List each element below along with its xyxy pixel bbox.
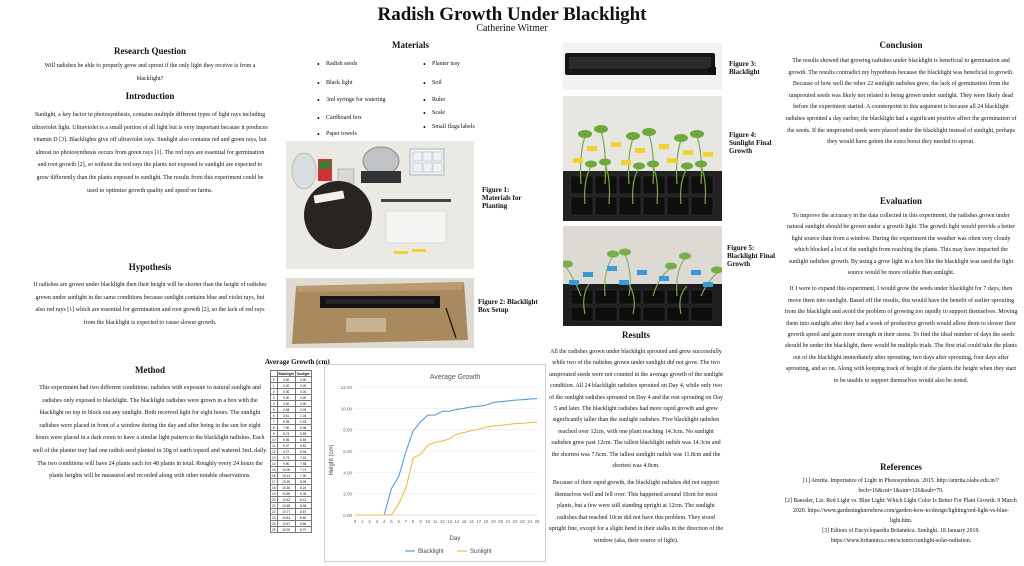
- table-cell: 0: [271, 377, 278, 383]
- table-cell: 14: [272, 461, 276, 466]
- table-cell: 10.81: [277, 515, 295, 521]
- table-cell: 8.66: [295, 521, 311, 527]
- table-cell: 5: [271, 407, 278, 413]
- chart-x-tick-label: 17: [476, 519, 482, 524]
- research-question-text: Will radishes be able to properly grow and sprout if the only light they receive is from a blacklight?: [44, 63, 256, 82]
- material-item: • Ruler: [432, 97, 445, 103]
- chart-x-tick-label: 19: [490, 519, 496, 524]
- chart-x-tick-label: 16: [469, 519, 474, 524]
- table-cell: 7: [271, 419, 278, 425]
- table-cell: 8.41: [295, 497, 311, 503]
- results-heading: Results: [621, 330, 650, 340]
- chart-title: Average Growth: [429, 374, 481, 381]
- figure-3-caption: Figure 3: Blacklight: [729, 60, 760, 76]
- material-item: • Soil: [432, 80, 442, 86]
- table-cell: 6: [271, 413, 278, 419]
- material-item: • Paper towels: [326, 131, 357, 137]
- table-cell: 8.48: [295, 503, 311, 509]
- table-cell: 9.37: [277, 443, 295, 449]
- chart-y-tick-label: 0.00: [343, 513, 352, 518]
- table-cell: 7.90: [277, 425, 295, 431]
- chart-x-tick-label: 5: [390, 519, 393, 524]
- table-cell: 6.54: [295, 437, 311, 443]
- table-cell: 10.00: [277, 467, 295, 473]
- table-header: Sunlight: [296, 371, 310, 376]
- table-cell: 8.35: [295, 491, 311, 497]
- material-item: • Scale: [432, 110, 445, 116]
- table-cell: 8.70: [295, 527, 311, 533]
- table-cell: 18: [272, 485, 276, 490]
- table-cell: 10.20: [277, 479, 295, 485]
- poster-title: Radish Growth Under Blacklight: [377, 4, 647, 25]
- chart-x-tick-label: 4: [382, 519, 386, 524]
- table-cell: 9: [271, 431, 278, 437]
- chart-x-tick-label: 0: [353, 519, 357, 524]
- table-cell: 0.00: [295, 389, 311, 395]
- material-item: • Planter tray: [432, 61, 460, 67]
- research-question-heading: Research Question: [113, 46, 187, 56]
- table-cell: 10.77: [277, 509, 295, 515]
- growth-chart-svg: [325, 365, 545, 561]
- table-cell: 17: [272, 479, 276, 484]
- chart-x-tick-label: 3: [375, 519, 379, 524]
- chart-x-tick-label: 7: [404, 519, 408, 524]
- blacklight-growth-photo: [563, 226, 722, 326]
- method-text: This experiment had two different conditions: radishes with exposure to natural sunlight and radishes only exposed to blacklight. The blacklight radishes were grown in a box with the blacklight on top to block out any sunlight. Both received light for eight hours. The sunlight radishes were placed in front of a window during the day and after being in the sun for eight hours were placed in a dark room to have a similar light pattern to the blacklight radishes. Each well of the planter tray had one radish seed planted in 30g of earth topsoil and watered 3mL daily. The two conditions will have 24 plants each for 48 plants in total. Roughly every 24 hours the plants heights will be measured and recorded along with other notable observations.: [32, 385, 268, 480]
- table-cell: 7.58: [295, 461, 311, 467]
- chart-x-tick-label: 6: [397, 519, 400, 524]
- material-item: • Cardboard box: [326, 115, 362, 121]
- chart-x-tick-label: 22: [512, 519, 518, 524]
- chart-x-tick-label: 14: [454, 519, 460, 524]
- chart-x-tick-label: 21: [505, 519, 511, 524]
- table-cell: 9.73: [277, 455, 295, 461]
- author-name: Catherine Witmer: [476, 23, 548, 34]
- introduction-heading: Introduction: [125, 91, 175, 101]
- chart-y-tick-label: 12.00: [340, 385, 352, 390]
- reference-item: [1] Amrita. Importance of Light in Photosynthesis. 2015. http://amrita.olabs.edu.in/?brch=16&cnt=1&sim=126&sub=79.: [803, 478, 999, 494]
- results-section: [548, 330, 724, 547]
- table-cell: 1.04: [295, 413, 311, 419]
- table-cell: 0.00: [277, 395, 295, 401]
- chart-x-tick-label: 2: [368, 519, 371, 524]
- table-cell: 8.24: [295, 485, 311, 491]
- chart-x-tick-label: 9: [419, 519, 422, 524]
- introduction-text: Sunlight, a key factor in photosynthesis, contains multiple different types of light rays including ultraviolet light. Ultraviolet is a small portion of all light but is very important because it produces vitamin D [3]. Blacklights give off ultraviolet rays. Sunlight also contains red and green rays, but almost no photosynthesis occurs from green rays [1]. The red rays are essential for germination and root growth [2], so without the red rays the plants not exposed to sunlight are expected to grow differently than the plants exposed to sunlight. The results from this experiment could be used to optimize growth quality and speed on farms.: [32, 112, 268, 194]
- table-cell: 13: [272, 455, 276, 460]
- sunlight-growth-illustration: [563, 96, 722, 221]
- chart-x-tick-label: 11: [432, 519, 438, 524]
- references-section: [784, 462, 1018, 546]
- chart-x-tick-label: 10: [425, 519, 431, 524]
- table-cell: 0.00: [277, 377, 295, 383]
- material-item: • Black light: [326, 80, 353, 86]
- table-cell: 0.00: [295, 395, 311, 401]
- material-item: • Radish seeds: [326, 61, 357, 67]
- chart-series-line-blacklight: [355, 399, 537, 515]
- table-cell: 5.95: [277, 419, 295, 425]
- table-cell: 0.00: [277, 401, 295, 407]
- chart-x-tick-label: 24: [527, 519, 533, 524]
- table-cell: 10.87: [277, 521, 295, 527]
- blacklight-growth-illustration: [563, 226, 722, 326]
- table-cell: 23: [272, 515, 276, 520]
- table-cell: 12: [272, 449, 276, 454]
- chart-y-tick-label: 4.00: [343, 470, 352, 476]
- table-cell: 8.73: [277, 431, 295, 437]
- materials-illustration: [286, 141, 474, 269]
- chart-x-axis-label: Day: [449, 536, 461, 542]
- table-row: [271, 527, 312, 533]
- figure-5-caption: Figure 5: Blacklight Final Growth: [727, 244, 776, 268]
- table-cell: 10.14: [277, 473, 295, 479]
- table-header: Blacklight: [278, 371, 294, 376]
- material-item: • Small flags/labels: [432, 124, 475, 130]
- chart-x-tick-label: 12: [439, 519, 445, 524]
- hypothesis-heading: Hypothesis: [128, 262, 172, 272]
- table-cell: 15: [272, 467, 276, 472]
- growth-table: [270, 370, 312, 533]
- table-cell: 4: [271, 401, 278, 407]
- hypothesis-text: If radishes are grown under blacklight then their height will be shorter than the height of radishes grown under sunlight in the same conditions because sunlight contains blue and violet rays, but also red rays [1] which are essential for germination and root growth [2], so the lack of red rays from the blacklight is expected to cause slower growth.: [33, 282, 267, 326]
- table-cell: 2.48: [277, 407, 295, 413]
- chart-y-axis-label: Height (cm): [329, 444, 335, 476]
- table-cell: 10.30: [277, 485, 295, 491]
- table-cell: 11: [272, 443, 276, 448]
- table-cell: 0.00: [277, 383, 295, 389]
- table-cell: 10.92: [277, 527, 295, 533]
- figure-1-caption: Figure 1: Materials for Planting: [482, 186, 522, 210]
- references-heading: References: [880, 462, 922, 472]
- table-cell: 9.36: [277, 437, 295, 443]
- figure-2-caption: Figure 2: Blacklight Box Setup: [478, 298, 538, 314]
- chart-x-tick-label: 15: [461, 519, 467, 524]
- table-cell: 8: [271, 425, 278, 431]
- table-cell: 21: [272, 503, 276, 508]
- evaluation-heading: Evaluation: [879, 196, 922, 206]
- table-cell: 19: [272, 491, 276, 496]
- material-item: • 3ml syringe for watering: [326, 97, 385, 103]
- evaluation-paragraph-2: If I were to expand this experiment, I would grow the seeds under blacklight for 7 days, then move them into sunlight. Based off the results, this would have the benefit of earlier sprouting from the blacklight and avoid the problem of growing too rapidly to support themselves. Moving them into sunlight after they had a week of productive growth would allow them to slower their growth speed and gain more strength in their stems. To find the ideal number of days the seeds should be under the blacklight, there would be multiple trials. The first trial could take the plants out of the blacklight immediately after sprouting, two days after sprouting, four days after sprouting, and so on. Along with keeping track of height of the plants the height when they start to be unable to support themselves would also be noted.: [784, 286, 1018, 384]
- table-cell: 24: [272, 521, 276, 526]
- blacklight-illustration: [563, 43, 722, 90]
- evaluation-paragraph-1: To improve the accuracy in the data collected in this experiment, the radishes grown under natural sunlight should be grown under a growth light. The growth light would provide a better light source than from a window. During the experiment the weather was often very cloudy which blocked a lot of the sunlight from reaching the plants. This may have impacted the sunlight radishes growth. By using a grow light in a box like the blacklight was used the light source would be more reliable than sunlight.: [786, 213, 1016, 277]
- chart-y-tick-label: 8.00: [343, 427, 352, 433]
- chart-x-tick-label: 1: [361, 519, 364, 524]
- materials-photo: [286, 141, 474, 269]
- figure-4-caption: Figure 4: Sunlight Final Growth: [729, 131, 772, 155]
- chart-y-tick-label: 2.00: [343, 491, 352, 497]
- legend-label-blacklight: Blacklight: [418, 549, 444, 555]
- chart-x-tick-label: 20: [498, 519, 503, 524]
- table-cell: 8.05: [295, 479, 311, 485]
- results-paragraph-1: All the radishes grown under blacklight sprouted and grew successfully while two of the radishes grown under sunlight did not grow. The two unsprouted seeds were not counted in the average growth of the sunlight condition. All 24 blacklight radishes sprouted on Day 4, while only two of the sunlight radishes sprouted on Day 4 and the rest sprouting on Day 5 and later. The blacklight radishes had more rapid growth and grew significantly taller than the sunlight radishes. Five blacklight radishes reached over 12cm, with one plant reaching 14.3cm. No sunlight radishes grew past 12cm. The tallest blacklight radish was 14.3cm and the shortest was 7.6cm. The tallest sunlight radish was 11.8cm and the shortest was 4.8cm.: [549, 349, 723, 470]
- blacklight-box-photo: [286, 278, 474, 348]
- table-cell: 0.00: [295, 383, 311, 389]
- table-cell: 2.53: [295, 419, 311, 425]
- conclusion-section: [784, 40, 1018, 149]
- table-cell: 7.90: [295, 473, 311, 479]
- reference-item: [2] Baessler, Liz. Red Light vs. Blue Light: Which Light Color Is Better For Plant Growth. 9 March 2020. https://www.gardeningknowhow.com/garden-how-to/design/lighting/red-light-vs-blue-light.htm.: [785, 498, 1017, 524]
- table-title: Average Growth (cm): [265, 358, 330, 366]
- chart-y-tick-label: 10.00: [340, 406, 352, 412]
- legend-label-sunlight: Sunlight: [470, 549, 492, 555]
- table-cell: 8.57: [295, 509, 311, 515]
- materials-heading: Materials: [392, 40, 429, 50]
- conclusion-text: The results showed that growing radishes under blacklight is beneficial to germination and growth. The results contradict my hypothesis because the blacklight was beneficial to growth. Because of how well the other 22 sunlight radishes grew, the lack of germination from the unsprouted seeds was likely not related to being grown under sunlight. They were likely dead before the experiment started. A counterpoint to this argument is because all 24 blacklight radishes sprouted a day earlier, the blacklight had a significant positive affect the germination of the seeds. If the unsprouted seeds were placed under the blacklight instead of sunlight, perhaps they would have gotten the extra boost they needed to sprout.: [785, 58, 1017, 146]
- table-cell: 6.81: [295, 443, 311, 449]
- table-cell: 0.03: [295, 407, 311, 413]
- blacklight-photo: [563, 43, 722, 90]
- table-cell: 20: [272, 497, 276, 502]
- chart-legend: [405, 549, 492, 555]
- table-cell: 0.00: [295, 401, 311, 407]
- chart-x-tick-label: 13: [447, 519, 453, 524]
- conclusion-heading: Conclusion: [879, 40, 923, 50]
- table-cell: 9.72: [277, 449, 295, 455]
- table-cell: 9.90: [277, 461, 295, 467]
- table-cell: 22: [272, 509, 276, 514]
- evaluation-section: [784, 196, 1018, 387]
- chart-x-tick-label: 8: [412, 519, 415, 524]
- table-cell: 2: [271, 389, 278, 395]
- table-body: [271, 377, 312, 533]
- table-cell: 7.74: [295, 467, 311, 473]
- table-cell: 1: [271, 383, 278, 389]
- sunlight-growth-photo: [563, 96, 722, 221]
- table-cell: 16: [272, 473, 276, 478]
- chart-x-tick-label: 23: [520, 519, 525, 524]
- table-cell: 8.60: [295, 515, 311, 521]
- table-cell: 5.36: [295, 425, 311, 431]
- table-cell: 0.00: [277, 389, 295, 395]
- table-cell: 10: [272, 437, 276, 442]
- chart-series-line-sunlight: [355, 422, 537, 515]
- table-cell: 10.62: [277, 497, 295, 503]
- table-cell: 3: [271, 395, 278, 401]
- box-illustration: [286, 278, 474, 348]
- table-cell: 6.94: [295, 449, 311, 455]
- table-cell: 0.00: [295, 377, 311, 383]
- table-cell: 3.61: [277, 413, 295, 419]
- table-cell: 7.15: [295, 455, 311, 461]
- table-cell: 10.55: [277, 491, 295, 497]
- growth-chart: [324, 364, 546, 562]
- table-cell: 5.69: [295, 431, 311, 437]
- reference-item: [3] Editors of Encyclopaedia Britannica. Sunlight. 18 January 2019. https://www.britannica.com/science/sunlight-solar-radiation.: [822, 528, 980, 544]
- table-cell: 10.69: [277, 503, 295, 509]
- growth-table-wrapper: [270, 370, 312, 533]
- method-heading: Method: [135, 365, 165, 375]
- chart-y-tick-label: 6.00: [343, 449, 352, 454]
- results-paragraph-2: Because of their rapid growth, the blacklight radishes did not support themselves well and fell over. This happened around 10cm for most plants, but a few were still standing upright at 12cm. The sunlight radishes that reached 10cm did not have this problem. They stood upright fine, except for a slight bend in their stalks in the direction of the window (aka, their source of light).: [548, 480, 724, 544]
- chart-x-tick-label: 25: [534, 519, 540, 524]
- table-cell: 25: [272, 527, 276, 532]
- chart-x-tick-label: 18: [483, 519, 489, 524]
